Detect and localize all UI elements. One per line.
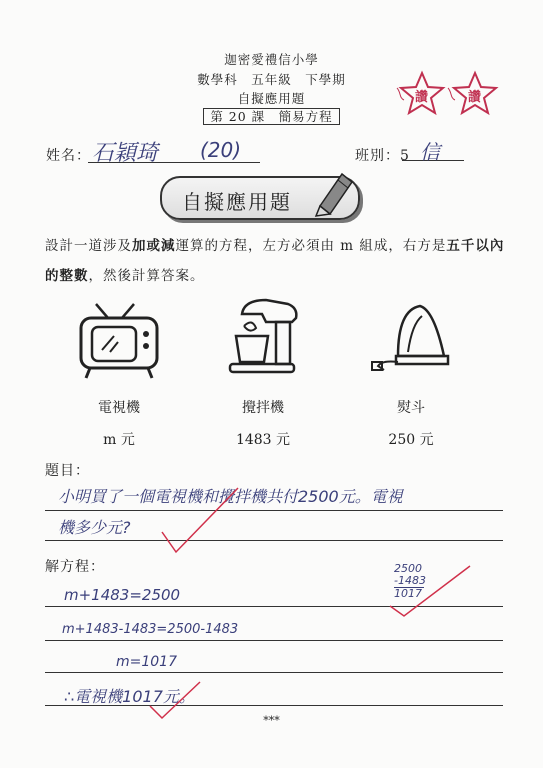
name-value: 石穎琦 [92, 141, 159, 166]
subject-line: 數學科 五年級 下學期 [197, 72, 346, 87]
solution-step-3: m=1017 [116, 654, 177, 670]
solution-step-1: m+1483=2500 [64, 586, 181, 604]
check-mark-icon [162, 488, 238, 552]
question-line-2: 機多少元? [58, 518, 131, 537]
question-line-1: 小明買了一個電視機和攪拌機共付2500元。電視 [58, 487, 403, 506]
item-price-tv: m 元 [103, 432, 135, 448]
student-number: (20) [200, 138, 242, 162]
lesson-title: 第 20 課 簡易方程 [203, 108, 339, 125]
item-name-mixer: 攪拌機 [242, 400, 284, 416]
question-label: 題目： [45, 463, 90, 479]
solution-answer: ∴電視機1017元。 [64, 687, 195, 706]
check-mark-icon [390, 566, 470, 616]
name-label: 姓名： [46, 148, 91, 164]
school-name: 迦密愛禮信小學 [224, 52, 319, 67]
side-calculation: 2500 -1483 1017 [394, 562, 426, 600]
stamp-text-1: 讚 [415, 90, 429, 105]
solution-label: 解方程： [45, 559, 105, 575]
item-name-iron: 熨斗 [397, 400, 425, 416]
instruction-line-2: 的整數，然後計算答案。 [45, 268, 205, 284]
check-mark-icon [150, 682, 200, 718]
instruction-line-1: 設計一道涉及加或減運算的方程，左方必須由 m 組成，右方是五千以內 [45, 238, 505, 254]
item-price-iron: 250 元 [388, 432, 434, 448]
class-label: 班別：5 [355, 148, 410, 164]
item-name-tv: 電視機 [98, 400, 140, 416]
solution-step-2: m+1483-1483=2500-1483 [62, 622, 239, 637]
stamp-text-2: 讚 [468, 90, 482, 105]
footer-mark: *** [263, 714, 280, 727]
class-value: 信 [420, 140, 440, 164]
banner-title: 自擬應用題 [182, 190, 292, 214]
item-price-mixer: 1483 元 [235, 432, 291, 448]
sheet-type: 自擬應用題 [237, 91, 306, 106]
